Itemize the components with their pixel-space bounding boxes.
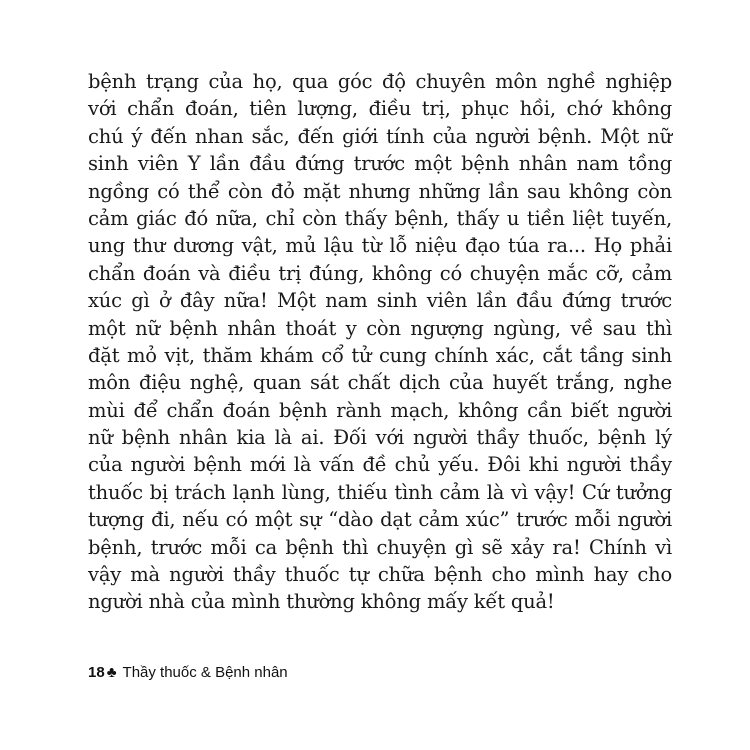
book-title: Thầy thuốc & Bệnh nhân [122,664,288,681]
text-line: thuốc bị trách lạnh lùng, thiếu tình cảm là vì vậy! Cứ tưởng [88,480,672,504]
text-line: một nữ bệnh nhân thoát y còn ngượng ngùng, về sau thì [88,316,672,340]
text-line: đặt mỏ vịt, thăm khám cổ tử cung chính xác, cắt tầng sinh [88,343,672,367]
text-line: chẩn đoán và điều trị đúng, không có chuyện mắc cỡ, cảm [88,261,672,285]
text-line: nữ bệnh nhân kia là ai. Đối với người thầy thuốc, bệnh lý [88,426,672,450]
text-line: ung thư dương vật, mủ lậu từ lỗ niệu đạo túa ra... Họ phải [88,234,672,258]
text-line: sinh viên Y lần đầu đứng trước một bệnh nhân nam tồng [88,152,672,176]
text-line: môn điệu nghệ, quan sát chất dịch của huyết trắng, nghe [88,371,672,395]
text-line: ngồng có thể còn đỏ mặt nhưng những lần sau không còn [88,179,672,203]
page-footer [88,664,288,681]
text-line: bệnh, trước mỗi ca bệnh thì chuyện gì sẽ xảy ra! Chính vì [88,535,672,559]
body-text [88,68,672,616]
text-line: bệnh trạng của họ, qua góc độ chuyên môn nghề nghiệp [88,70,672,93]
text-line: mùi để chẩn đoán bệnh rành mạch, không cần biết người [88,398,672,422]
text-line: tượng đi, nếu có một sự “dào dạt cảm xúc” trước mỗi người [88,508,672,532]
text-line: cảm giác đó nữa, chỉ còn thấy bệnh, thấy u tiền liệt tuyến, [88,206,672,230]
text-line: vậy mà người thầy thuốc tự chữa bệnh cho mình hay cho [88,563,672,587]
text-line: của người bệnh mới là vấn đề chủ yếu. Đôi khi người thầy [88,453,672,477]
text-line: xúc gì ở đây nữa! Một nam sinh viên lần đầu đứng trước [88,289,672,313]
text-line: với chẩn đoán, tiên lượng, điều trị, phục hồi, chớ không [88,97,672,121]
club-ornament-icon: ♣ [106,664,117,681]
text-line: người nhà của mình thường không mấy kết quả! [88,590,555,614]
text-line: chú ý đến nhan sắc, đến giới tính của người bệnh. Một nữ [88,124,672,148]
page-number: 18 [88,664,105,681]
